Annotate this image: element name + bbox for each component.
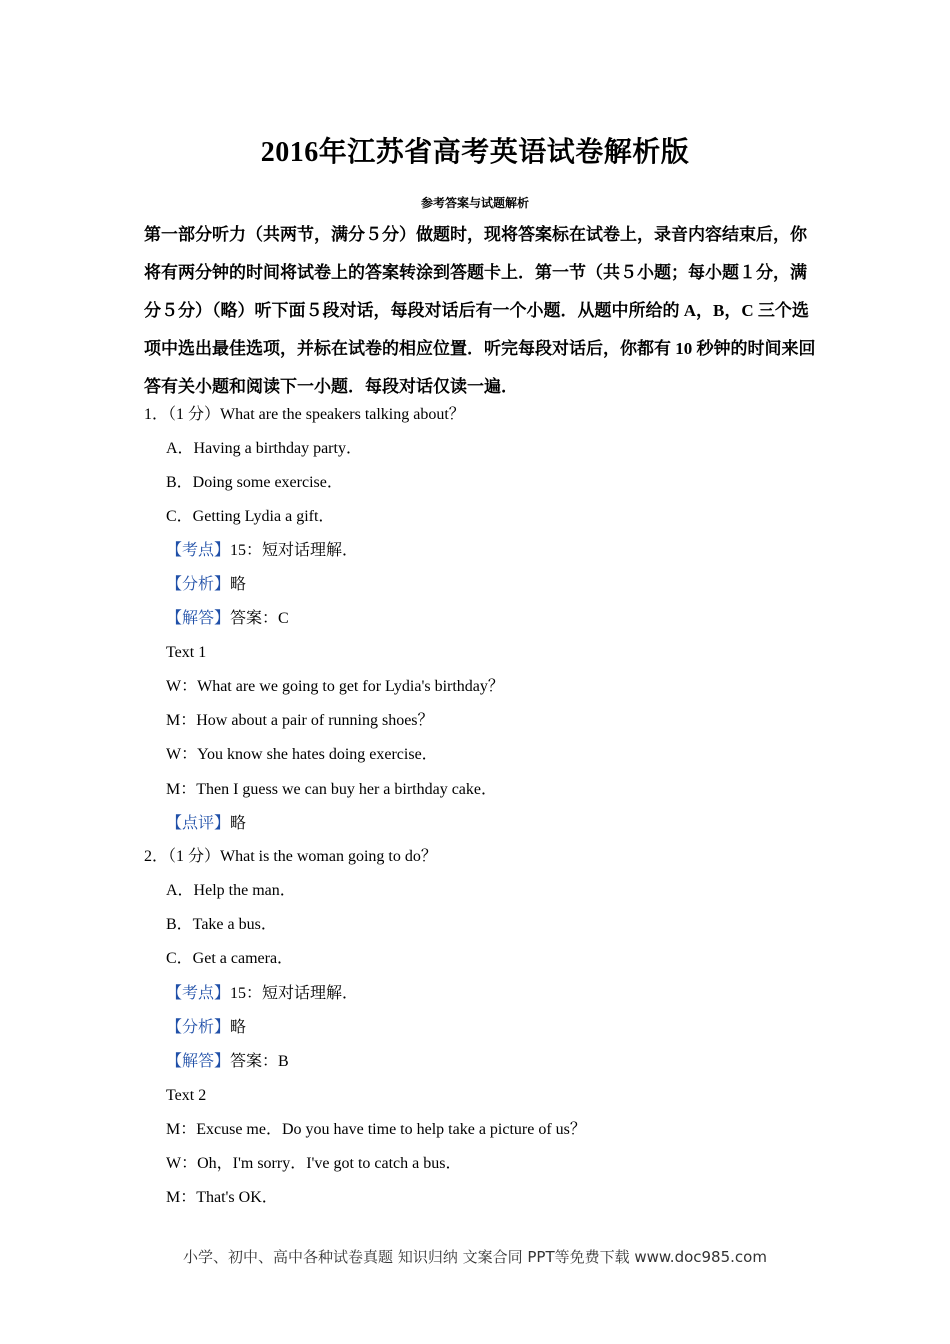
jieda-text: 答案：C	[230, 610, 289, 627]
jieda-tag: 【解答】	[166, 1053, 231, 1070]
kaodian-text: 15：短对话理解．	[230, 985, 359, 1002]
q2-kaodian	[166, 984, 358, 1004]
instruction-line: 答有关小题和阅读下一小题．每段对话仅读一遍．	[144, 377, 518, 396]
q2-text-label: Text 2	[166, 1087, 207, 1104]
q1-dialogue-line: M：How about a pair of running shoes？	[166, 712, 434, 729]
q2-dialogue-line: W：Oh，I'm sorry．I've got to catch a bus．	[166, 1155, 462, 1172]
page-subtitle: 参考答案与试题解析	[420, 196, 529, 210]
jieda-tag: 【解答】	[166, 610, 231, 627]
q2-option-b: B．Take a bus．	[166, 916, 277, 933]
q2-fenxi	[166, 1018, 246, 1038]
instruction-line: 项中选出最佳选项，并标在试卷的相应位置．听完每段对话后，你都有 10 秒钟的时间来回	[144, 339, 816, 358]
q1-dialogue-line: W：You know she hates doing exercise．	[166, 746, 438, 763]
question-2: 2．（1 分）What is the woman going to do？	[144, 848, 437, 865]
q1-text-label: Text 1	[166, 644, 207, 661]
q1-fenxi	[166, 575, 246, 595]
q2-dialogue-line: M：That's OK．	[166, 1189, 278, 1206]
instruction-line: 第一部分听力（共两节，满分５分）做题时，现将答案标在试卷上，录音内容结束后，你	[144, 225, 807, 244]
q2-jieda	[166, 1052, 289, 1072]
q1-dialogue-line: M：Then I guess we can buy her a birthday cake．	[166, 781, 498, 798]
kaodian-tag: 【考点】	[166, 542, 231, 559]
q1-kaodian	[166, 541, 358, 561]
dianping-text: 略	[230, 815, 247, 832]
fenxi-text: 略	[230, 1019, 247, 1036]
question-1: 1．（1 分）What are the speakers talking about？	[144, 406, 465, 423]
fenxi-tag: 【分析】	[166, 1019, 231, 1036]
instruction-line: 分５分）（略）听下面５段对话，每段对话后有一个小题．从题中所给的 A，B，C 三个选	[144, 301, 809, 320]
q1-dianping	[166, 814, 246, 834]
fenxi-tag: 【分析】	[166, 576, 231, 593]
q1-option-b: B．Doing some exercise．	[166, 474, 343, 491]
jieda-text: 答案：B	[230, 1053, 289, 1070]
kaodian-tag: 【考点】	[166, 985, 231, 1002]
fenxi-text: 略	[230, 576, 247, 593]
page-title: 2016年江苏省高考英语试卷解析版	[260, 137, 690, 168]
instruction-line: 将有两分钟的时间将试卷上的答案转涂到答题卡上．第一节（共５小题；每小题１分，满	[144, 263, 807, 282]
q1-jieda	[166, 609, 289, 629]
page-footer-watermark: 小学、初中、高中各种试卷真题 知识归纳 文案合同 PPT等免费下载 www.doc985.com	[183, 1248, 767, 1266]
dianping-tag: 【点评】	[166, 815, 231, 832]
q1-dialogue-line: W：What are we going to get for Lydia's birthday？	[166, 678, 504, 695]
q2-option-c: C．Get a camera．	[166, 950, 294, 967]
q1-option-c: C．Getting Lydia a gift．	[166, 508, 335, 525]
q2-dialogue-line: M：Excuse me．Do you have time to help take a picture of us？	[166, 1121, 586, 1138]
q2-option-a: A．Help the man．	[166, 882, 296, 899]
q1-option-a: A．Having a birthday party．	[166, 440, 362, 457]
kaodian-text: 15：短对话理解．	[230, 542, 359, 559]
listening-instructions	[144, 216, 816, 406]
